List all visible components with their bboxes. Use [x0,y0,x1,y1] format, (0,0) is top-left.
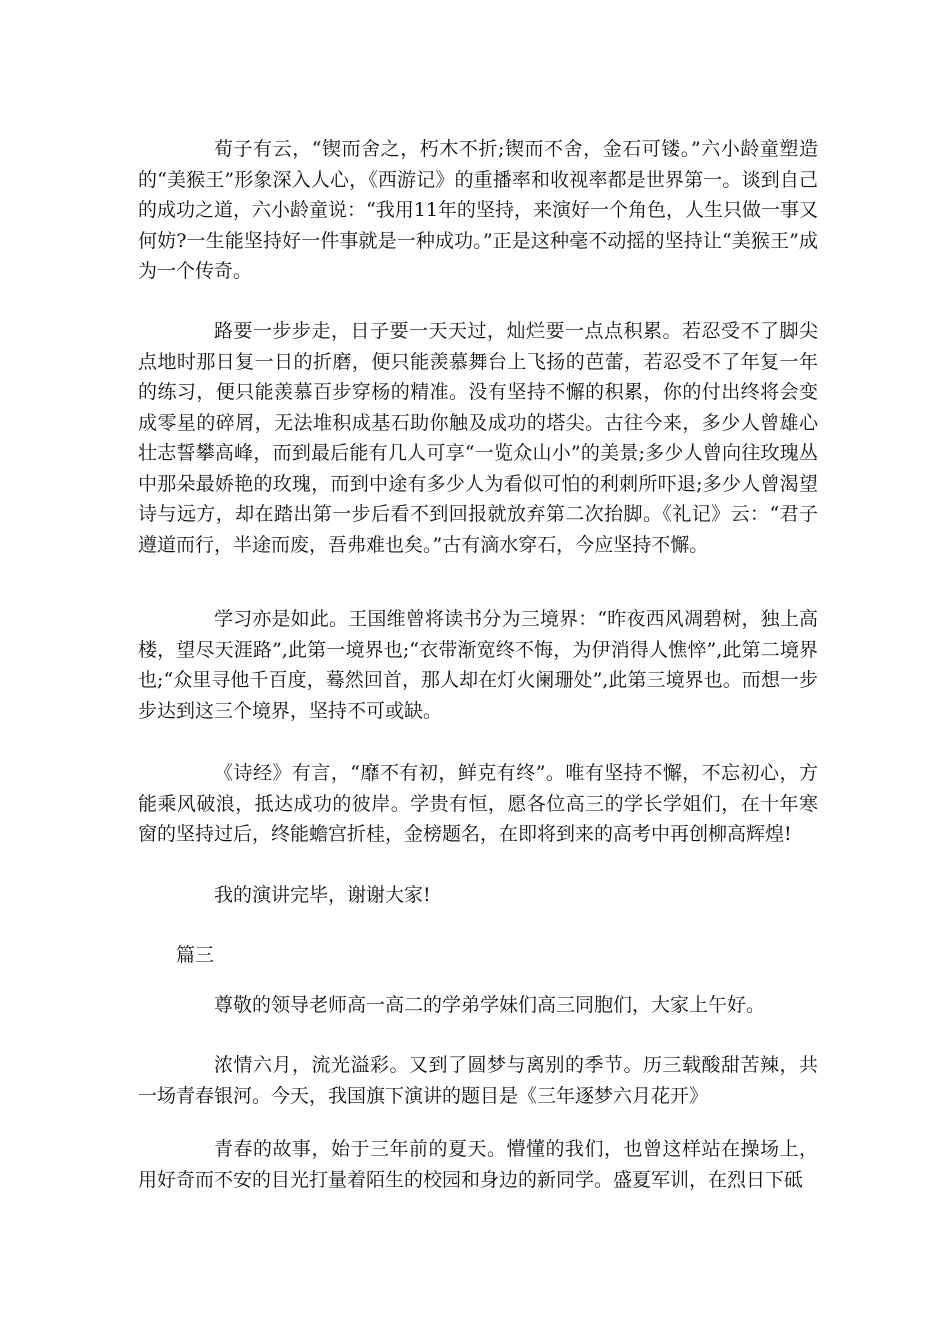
paragraph-xunzi: 荀子有云，“锲而舍之，朽木不折;锲而不舍，金石可镂。”六小龄童塑造的“美猴王”形象深入人心，《西游记》的重播率和收视率都是世界第一。谈到自己的成功之道，六小龄童说：“我用11年的坚持，来演好一个角色，人生只做一事又何妨?一生能坚持好一件事就是一种成功。”正是这种毫不动摇的坚持让“美猴王”成为一个传奇。 [138,138,818,282]
paragraph-june: 浓情六月，流光溢彩。又到了圆梦与离别的季节。历三载酸甜苦辣，共一场青春银河。今天，我国旗下演讲的题目是《三年逐梦六月花开》 [138,1054,818,1107]
paragraph-greeting: 尊敬的领导老师高一高二的学弟学妹们高三同胞们，大家上午好。 [214,994,766,1016]
paragraph-wang-guowei: 学习亦是如此。王国维曾将读书分为三境界：“昨夜西风凋碧树，独上高楼，望尽天涯路”,此第一境界也;“衣带渐宽终不悔，为伊消得人憔悴”,此第二境界也;“众里寻他千百度，蓦然回首，那人却在灯火阑珊处”,此第三境界也。而想一步步达到这三个境界，坚持不可或缺。 [138,608,818,722]
paragraph-youth-story: 青春的故事，始于三年前的夏天。懵懂的我们，也曾这样站在操场上，用好奇而不安的目光打量着陌生的校园和身边的新同学。盛夏军训，在烈日下砥 [138,1138,818,1191]
paragraph-closing: 我的演讲完毕，谢谢大家! [214,884,431,906]
paragraph-shijing: 《诗经》有言，“靡不有初，鲜克有终”。唯有坚持不懈，不忘初心，方能乘风破浪，抵达成功的彼岸。学贵有恒，愿各位高三的学长学姐们，在十年寒窗的坚持过后，终能蟾宫折桂，金榜题名，在即将到来的高考中再创柳高辉煌! [138,762,818,845]
paragraph-road-step-by-step: 路要一步步走，日子要一天天过，灿烂要一点点积累。若忍受不了脚尖点地时那日复一日的折磨，便只能羡慕舞台上飞扬的芭蕾，若忍受不了年复一年的练习，便只能羡慕百步穿杨的精准。没有坚持不懈的积累，你的付出终将会变成零星的碎屑，无法堆积成基石助你触及成功的塔尖。古往今来，多少人曾雄心壮志誓攀高峰，而到最后能有几人可享“一览众山小”的美景;多少人曾向往玫瑰丛中那朵最娇艳的玫瑰，而到中途有多少人为看似可怕的利刺所吓退;多少人曾渴望诗与远方，却在踏出第一步后看不到回报就放弃第二次抬脚。《礼记》云：“君子遵道而行，半途而废，吾弗难也矣。”古有滴水穿石，今应坚持不懈。 [138,320,818,556]
section-heading: 篇三 [176,944,215,966]
